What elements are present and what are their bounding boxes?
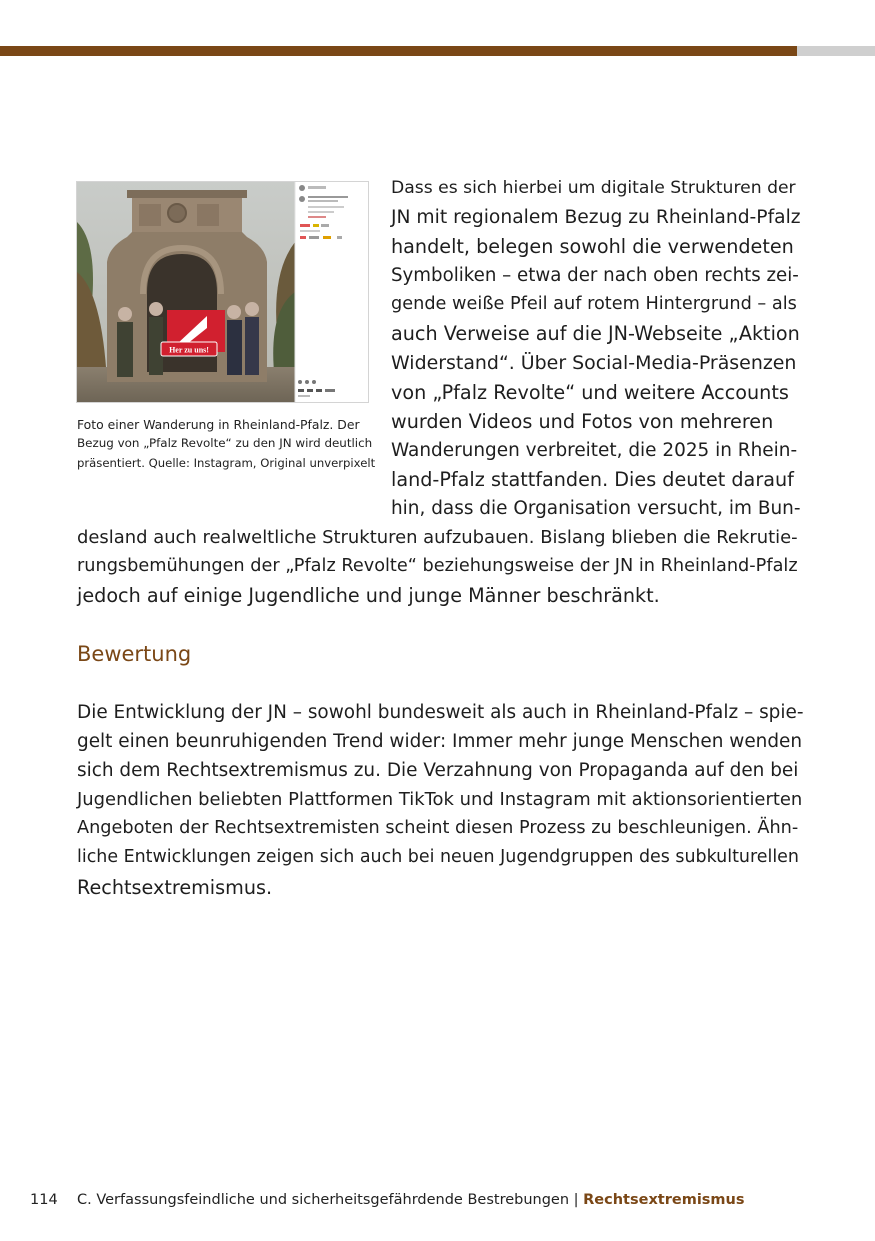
text-line: Die Entwicklung der JN – sowohl bundesweit als auch in Rheinland-Pfalz – spie- — [77, 702, 804, 723]
body-paragraph-continuation — [77, 523, 805, 610]
text-line: rungsbemühungen der „Pfalz Revolte“ beziehungsweise der JN in Rheinland-Pfalz — [77, 556, 798, 577]
figure-caption — [77, 415, 377, 473]
caption-line: präsentiert. Quelle: Instagram, Original unverpixelt — [77, 455, 376, 470]
page-number: 114 — [30, 1192, 58, 1208]
text-line: Symboliken – etwa der nach oben rechts zei- — [391, 265, 799, 287]
text-line: wurden Videos und Fotos von mehreren — [391, 409, 774, 433]
footer-separator: | — [569, 1192, 584, 1208]
banner-text: Her zu uns! — [169, 345, 209, 355]
text-line: Widerstand“. Über Social-Media-Präsenzen — [391, 351, 797, 374]
footer-chapter: C. Verfassungsfeindliche und sicherheitsgefährdende Bestrebungen — [77, 1192, 570, 1208]
text-line: Wanderungen verbreitet, die 2025 in Rhein- — [391, 439, 798, 461]
text-line: gende weiße Pfeil auf rotem Hintergrund – als — [391, 294, 797, 315]
text-line: auch Verweise auf die JN-Webseite „Aktion — [391, 322, 800, 346]
hike-photo — [77, 182, 368, 402]
top-grey-bar — [797, 46, 875, 56]
text-line: Jugendlichen beliebten Plattformen TikTok und Instagram mit aktionsorientierten — [77, 789, 803, 811]
text-line: gelt einen beunruhigenden Trend wider: Immer mehr junge Menschen wenden — [77, 731, 803, 753]
text-line: Angeboten der Rechtsextremisten scheint diesen Prozess zu beschleunigen. Ähn- — [77, 818, 799, 839]
text-line: Dass es sich hierbei um digitale Strukturen der — [391, 178, 796, 198]
text-line: Rechtsextremismus. — [77, 875, 273, 899]
instagram-post-image — [76, 181, 369, 403]
text-line: von „Pfalz Revolte“ und weitere Accounts — [391, 380, 789, 404]
caption-line: Bezug von „Pfalz Revolte“ zu den JN wird deutlich — [77, 436, 373, 451]
footer-section: Rechtsextremismus — [583, 1192, 745, 1208]
text-line: liche Entwicklungen zeigen sich auch bei neuen Jugendgruppen des subkulturellen — [77, 847, 799, 868]
text-line: handelt, belegen sowohl die verwendeten — [391, 235, 794, 259]
text-line: jedoch auf einige Jugendliche und junge Männer beschränkt. — [77, 584, 660, 608]
section-heading: Bewertung — [77, 642, 192, 666]
text-line: sich dem Rechtsextremismus zu. Die Verzahnung von Propaganda auf den bei — [77, 760, 799, 782]
text-line: land-Pfalz stattfanden. Dies deutet darauf — [391, 467, 794, 491]
assessment-paragraph — [77, 698, 805, 902]
text-line: hin, dass die Organisation versucht, im Bun- — [391, 498, 801, 520]
body-paragraph-column — [391, 174, 801, 523]
text-line: desland auch realweltliche Strukturen aufzubauen. Bislang blieben die Rekrutie- — [77, 527, 798, 548]
caption-line: Foto einer Wanderung in Rheinland-Pfalz. Der — [77, 417, 360, 432]
text-line: JN mit regionalem Bezug zu Rheinland-Pfalz — [391, 207, 801, 229]
footer-running-head — [77, 1189, 745, 1211]
top-accent-bar — [0, 46, 797, 56]
